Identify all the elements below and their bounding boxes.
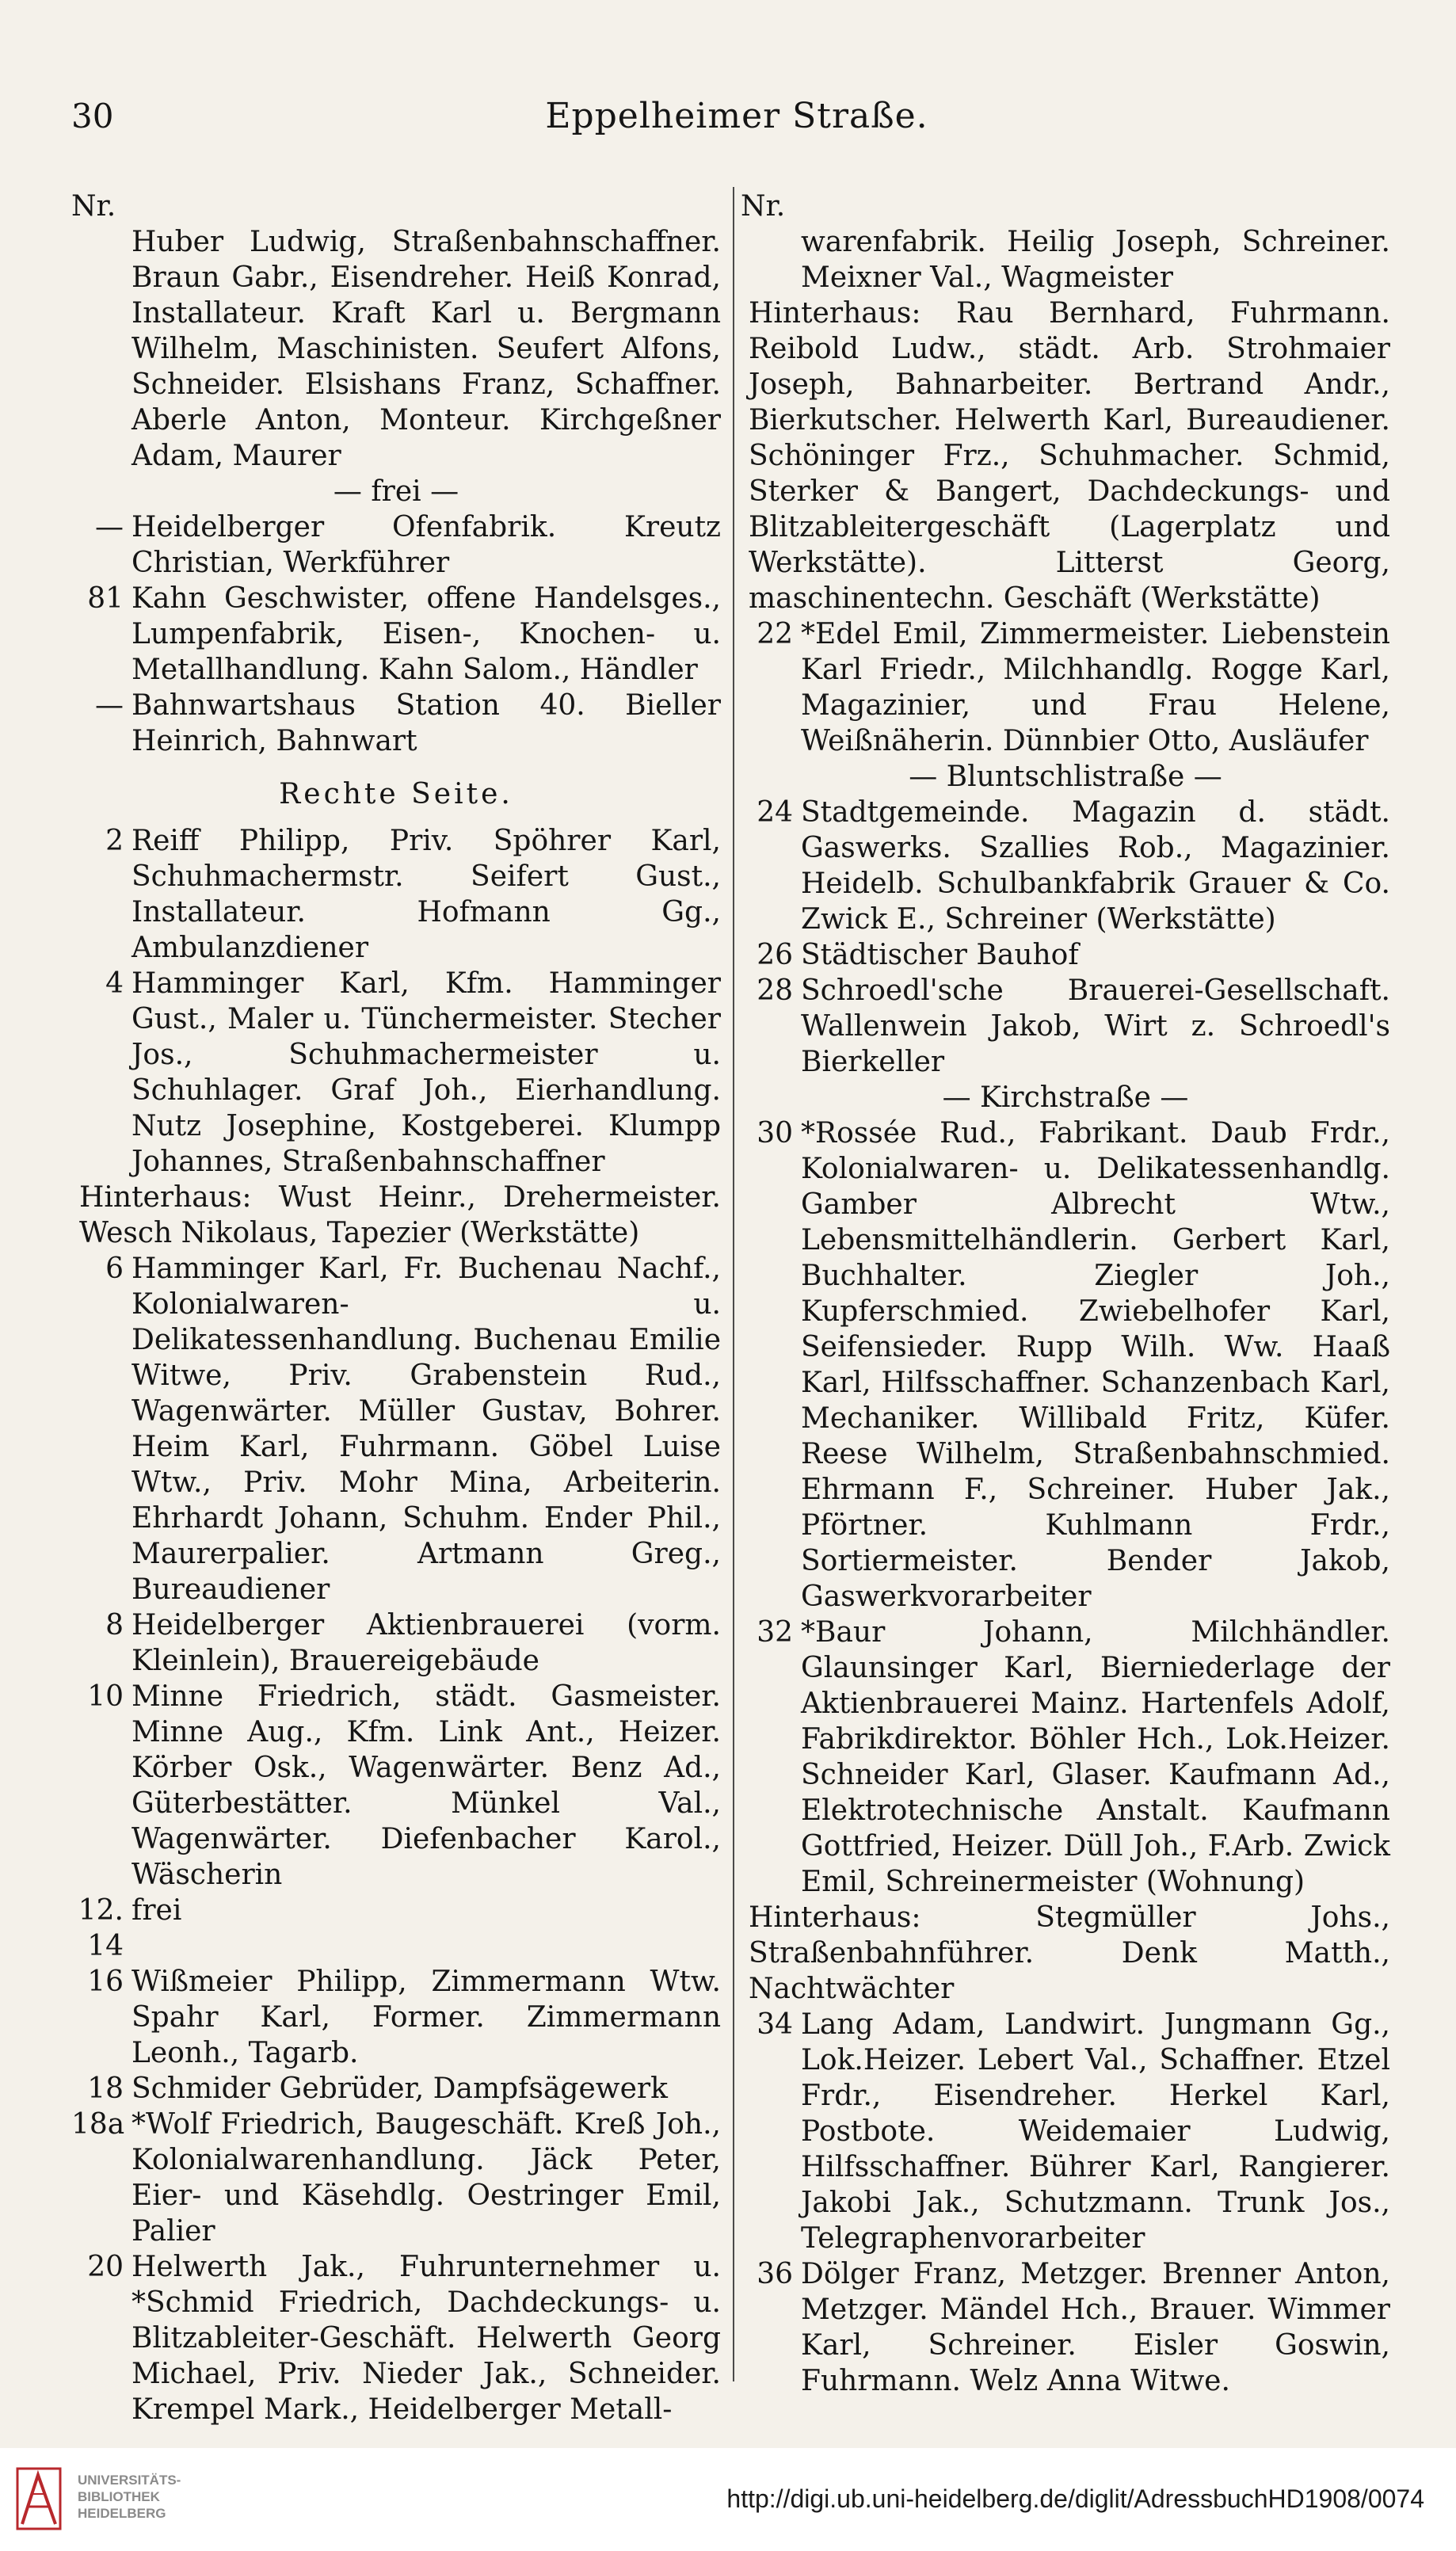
house-number: — bbox=[95, 511, 124, 543]
hinterhaus-entry bbox=[741, 296, 1390, 616]
address-entry bbox=[71, 823, 721, 966]
address-entry bbox=[71, 1679, 721, 1893]
address-entry bbox=[741, 1615, 1390, 1900]
resident-list: Hinterhaus: Rau Bernhard, Fuhrmann. Reibold Ludw., städt. Arb. Strohmaier Joseph, Bahnarbeiter. Bertrand Andr., Bierkutscher. Helwerth Karl, Bureaudiener. Schöninger Frz., Schuhmacher. Schmid, Sterker & Bangert, Dachdeckungs- und Blitzableitergeschäft (Lagerplatz und Werkstätte). Litterst Georg, maschinentechn. Geschäft (Werkstätte) bbox=[749, 297, 1390, 615]
house-number: 6 bbox=[105, 1253, 124, 1285]
house-number: — bbox=[95, 689, 124, 722]
house-number: 18 bbox=[87, 2072, 124, 2105]
running-head bbox=[71, 89, 1402, 144]
footer-bar bbox=[0, 2448, 1456, 2551]
house-number: 12. 14 bbox=[78, 1894, 124, 1962]
page-title: Eppelheimer Straße. bbox=[545, 96, 928, 136]
house-number: 36 bbox=[757, 2258, 793, 2290]
house-number: 16 bbox=[87, 1966, 124, 1998]
resident-list: Huber Ludwig, Straßenbahnschaffner. Braun Gabr., Eisendreher. Heiß Konrad, Installateur. Kraft Karl u. Bergmann Wilhelm, Maschinisten. Seufert Alfons, Schneider. Elsishans Franz, Schaffner. Aberle Anton, Monteur. Kirchgeßner Adam, Maurer bbox=[131, 226, 721, 472]
address-entry bbox=[71, 2071, 721, 2107]
resident-list: *Baur Johann, Milchhändler. Glaunsinger Karl, Bierniederlage der Aktienbrauerei Mainz. Hartenfels Adolf, Fabrikdirektor. Böhler Hch., Lok.Heizer. Schneider Karl, Glaser. Kaufmann Ad., Elektrotechnische Anstalt. Kaufmann Gottfried, Heizer. Düll Joh., F.Arb. Zwick Emil, Schreinermeister (Wohnung) bbox=[801, 1616, 1390, 1898]
column-divider bbox=[733, 187, 734, 2381]
resident-list: Heidelberger Aktienbrauerei (vorm. Kleinlein), Brauereigebäude bbox=[131, 1609, 721, 1677]
library-name-line: HEIDELBERG bbox=[78, 2506, 166, 2521]
resident-list: Kahn Geschwister, offene Handelsges., Lumpenfabrik, Eisen-, Knochen- u. Metallhandlung. Kahn Salom., Händler bbox=[131, 582, 721, 686]
house-number: 18a bbox=[71, 2108, 125, 2141]
library-name-line: UNIVERSITÄTS- bbox=[78, 2473, 181, 2488]
resident-list: Schmider Gebrüder, Dampfsägewerk bbox=[131, 2072, 668, 2105]
address-entry bbox=[741, 224, 1390, 296]
left-top-block bbox=[71, 224, 721, 759]
resident-list: Lang Adam, Landwirt. Jungmann Gg., Lok.Heizer. Lebert Val., Schaffner. Etzel Frdr., Eisendreher. Herkel Karl, Postbote. Weidemaier Ludwig, Hilfsschaffner. Bührer Karl, Rangierer. Jakobi Jak., Schutzmann. Trunk Jos., Telegraphenvorarbeiter bbox=[801, 2008, 1390, 2255]
house-number: 32 bbox=[757, 1616, 793, 1649]
address-entry bbox=[71, 2107, 721, 2249]
source-url-link[interactable]: http://digi.ub.uni-heidelberg.de/diglit/AdressbuchHD1908/0074 bbox=[726, 2484, 1424, 2513]
resident-list: Minne Friedrich, städt. Gasmeister. Minne Aug., Kfm. Link Ant., Heizer. Körber Osk., Wagenwärter. Benz Ad., Güterbestätter. Münkel Val., Wagenwärter. Diefenbacher Karol., Wäscherin bbox=[131, 1680, 721, 1891]
left-entries bbox=[71, 823, 721, 2427]
address-entry bbox=[71, 224, 721, 474]
resident-list: Hamminger Karl, Fr. Buchenau Nachf., Kolonialwaren- u. Delikatessenhandlung. Buchenau Emilie Witwe, Priv. Grabenstein Rud., Wagenwärter. Müller Gustav, Bohrer. Heim Karl, Fuhrmann. Göbel Luise Wtw., Priv. Mohr Mina, Arbeiterin. Ehrhardt Johann, Schuhm. Ender Phil., Maurerpalier. Artmann Greg., Bureaudiener bbox=[131, 1253, 721, 1606]
page-number: 30 bbox=[71, 97, 114, 135]
nr-heading: Nr. bbox=[71, 190, 116, 223]
resident-list: warenfabrik. Heilig Joseph, Schreiner. Meixner Val., Wagmeister bbox=[801, 226, 1390, 294]
address-entry bbox=[741, 973, 1390, 1080]
address-entry bbox=[71, 1251, 721, 1607]
resident-list: Helwerth Jak., Fuhrunternehmer u. *Schmid Friedrich, Dachdeckungs- u. Blitzableiter-Geschäft. Helwerth Georg Michael, Priv. Nieder Jak., Schneider. Krempel Mark., Heidelberger Metall- bbox=[131, 2251, 721, 2426]
library-name-line: BIBLIOTHEK bbox=[78, 2489, 160, 2504]
resident-list: Hamminger Karl, Kfm. Hamminger Gust., Maler u. Tünchermeister. Stecher Jos., Schuhmachermeister u. Schuhlager. Graf Joh., Eierhandlung. Nutz Josephine, Kostgeberei. Klumpp Johannes, Straßenbahnschaffner bbox=[131, 967, 721, 1178]
resident-list: Wißmeier Philipp, Zimmermann Wtw. Spahr Karl, Former. Zimmermann Leonh., Tagarb. bbox=[131, 1966, 721, 2069]
house-number bbox=[741, 224, 801, 296]
hinterhaus-entry bbox=[741, 1900, 1390, 2007]
address-entry bbox=[71, 581, 721, 688]
resident-list: Reiff Philipp, Priv. Spöhrer Karl, Schuhmachermstr. Seifert Gust., Installateur. Hofmann Gg., Ambulanzdiener bbox=[131, 825, 721, 964]
university-library-logo-icon bbox=[14, 2462, 63, 2535]
right-column bbox=[741, 189, 1390, 2397]
address-entry bbox=[741, 2256, 1390, 2399]
address-entry bbox=[71, 1893, 721, 1964]
resident-list: *Edel Emil, Zimmermeister. Liebenstein Karl Friedr., Milchhandlg. Rogge Karl, Magazinier, und Frau Helene, Weißnäherin. Dünnbier Otto, Ausläufer bbox=[801, 618, 1390, 757]
resident-list: Städtischer Bauhof bbox=[801, 939, 1079, 971]
house-number: 20 bbox=[87, 2251, 124, 2283]
house-number: 26 bbox=[757, 939, 793, 971]
resident-list: Hinterhaus: Stegmüller Johs., Straßenbahnführer. Denk Matth., Nachtwächter bbox=[749, 1901, 1390, 2005]
house-number: 2 bbox=[105, 825, 124, 857]
resident-list: Schroedl'sche Brauerei-Gesellschaft. Wallenwein Jakob, Wirt z. Schroedl's Bierkeller bbox=[801, 974, 1390, 1078]
street-divider: — Kirchstraße — bbox=[942, 1081, 1189, 1114]
resident-list: Stadtgemeinde. Magazin d. städt. Gaswerks. Szallies Rob., Magazinier. Heidelb. Schulbankfabrik Grauer & Co. Zwick E., Schreiner (Werkstätte) bbox=[801, 796, 1390, 936]
nr-heading: Nr. bbox=[741, 190, 786, 223]
street-divider: — frei — bbox=[333, 475, 459, 508]
left-column bbox=[71, 189, 721, 2426]
house-number: 8 bbox=[105, 1609, 124, 1642]
resident-list: Bahnwartshaus Station 40. Bieller Heinrich, Bahnwart bbox=[131, 689, 721, 757]
resident-list: Dölger Franz, Metzger. Brenner Anton, Metzger. Mändel Hch., Brauer. Wimmer Karl, Schreiner. Eisler Goswin, Fuhrmann. Welz Anna Witwe. bbox=[801, 2258, 1390, 2397]
house-number: 4 bbox=[105, 967, 124, 1000]
house-number: 10 bbox=[87, 1680, 124, 1713]
address-entry bbox=[71, 1964, 721, 2071]
resident-list: Heidelberger Ofenfabrik. Kreutz Christian, Werkführer bbox=[131, 511, 721, 579]
house-number: 22 bbox=[757, 618, 793, 650]
house-number: 34 bbox=[757, 2008, 793, 2041]
street-divider: — Bluntschlistraße — bbox=[909, 761, 1222, 793]
resident-list: Hinterhaus: Wust Heinr., Drehermeister. Wesch Nikolaus, Tapezier (Werkstätte) bbox=[79, 1181, 721, 1249]
address-entry bbox=[741, 2007, 1390, 2256]
library-name bbox=[78, 2472, 181, 2522]
hinterhaus-entry bbox=[71, 1180, 721, 1251]
address-entry bbox=[71, 688, 721, 759]
house-number bbox=[71, 224, 131, 474]
address-entry bbox=[71, 1607, 721, 1679]
right-entries bbox=[741, 224, 1390, 2399]
resident-list: *Wolf Friedrich, Baugeschäft. Kreß Joh., Kolonialwarenhandlung. Jäck Peter, Eier- und Käsehdlg. Oestringer Emil, Palier bbox=[131, 2108, 721, 2248]
section-heading: Rechte Seite. bbox=[279, 778, 513, 810]
house-number: 30 bbox=[757, 1117, 793, 1150]
address-entry bbox=[741, 795, 1390, 937]
address-entry bbox=[71, 509, 721, 581]
house-number: 81 bbox=[87, 582, 124, 615]
resident-list: frei bbox=[131, 1894, 182, 1927]
address-entry bbox=[71, 966, 721, 1180]
address-entry bbox=[741, 937, 1390, 973]
address-entry bbox=[741, 616, 1390, 759]
address-entry bbox=[741, 1115, 1390, 1615]
resident-list: *Rossée Rud., Fabrikant. Daub Frdr., Kolonialwaren- u. Delikatessenhandlg. Gamber Albrecht Wtw., Lebensmittelhändlerin. Gerbert Karl, Buchhalter. Ziegler Joh., Kupferschmied. Zwiebelhofer Karl, Seifensieder. Rupp Wilh. Ww. Haaß Karl, Hilfsschaffner. Schanzenbach Karl, Mechaniker. Willibald Fritz, Küfer. Reese Wilhelm, Straßenbahnschmied. Ehrmann F., Schreiner. Huber Jak., Pförtner. Kuhlmann Frdr., Sortiermeister. Bender Jakob, Gaswerkvorarbeiter bbox=[801, 1117, 1390, 1613]
house-number: 28 bbox=[757, 974, 793, 1007]
house-number: 24 bbox=[757, 796, 793, 829]
address-entry bbox=[71, 2249, 721, 2427]
